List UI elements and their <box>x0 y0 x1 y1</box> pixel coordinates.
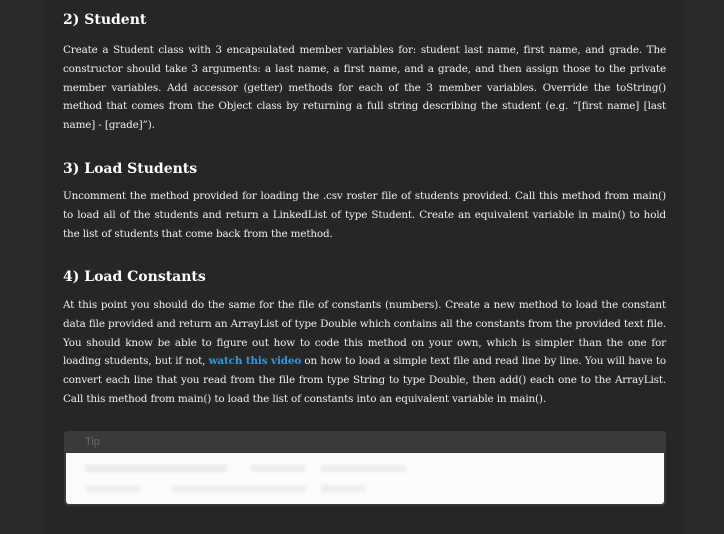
tip-body <box>66 453 664 504</box>
section-title-load-students: 3) Load Students <box>63 161 198 177</box>
tip-blurred-line <box>86 485 141 492</box>
section-paragraph-load-constants <box>63 296 666 409</box>
watch-video-link[interactable]: watch this video <box>208 355 302 368</box>
paragraph-text-after-link: on how to load a simple text file and read line by line. You will have to convert each line that you read from the file from type String to type Double, then add() each one to the ArrayList. Call this method from main() to load the list of constants into an equivalent variable in main(). <box>63 355 667 405</box>
tip-box <box>64 431 666 506</box>
tip-header: Tip <box>64 431 666 453</box>
section-paragraph-load-students: Uncomment the method provided for loading the .csv roster file of students provided. Call this method from main() to load all of the students and return a LinkedList of type Student. Create an equivalent variable in main() to hold the list of students that come back from the method. <box>63 190 666 240</box>
section-paragraph-student: Create a Student class with 3 encapsulated member variables for: student last name, first name, and grade. The constructor should take 3 arguments: a last name, a first name, and a grade, and then assign those to the private member variables. Add accessor (getter) methods for each of the 3 member variables. Override the toString() method that comes from the Object class by returning a full string describing the student (e.g. “[first name] [last name] - [grade]”). <box>63 44 666 132</box>
tip-blurred-line <box>171 485 306 492</box>
section-title-student: 2) Student <box>63 12 147 28</box>
tip-blurred-line <box>321 485 366 492</box>
paragraph-text-before-link: At this point you should do the same for the file of constants (numbers). Create a new method to load the constant data file provided and return an ArrayList of type Double which contains all the constants from the provided text file. You should know be able to figure out how to code this method on your own, which is simpler than the one for loading students, but if not, <box>63 299 666 368</box>
tip-blurred-line <box>251 465 306 472</box>
section-title-load-constants: 4) Load Constants <box>63 269 206 285</box>
tip-blurred-line <box>86 465 226 472</box>
tip-blurred-line <box>321 465 406 472</box>
document-page <box>44 0 684 534</box>
